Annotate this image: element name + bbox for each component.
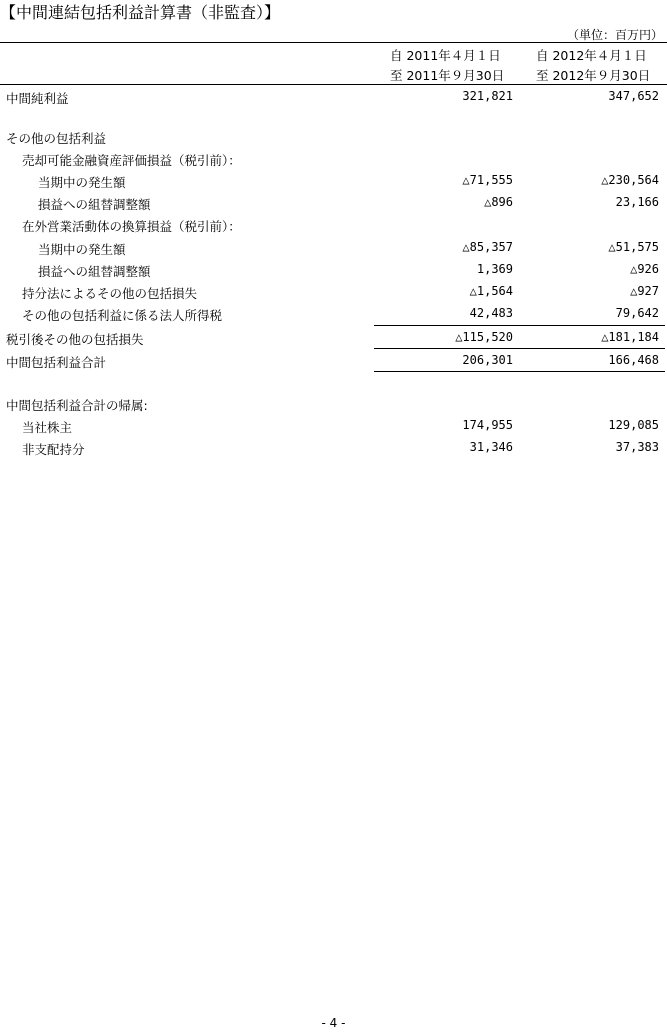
row-label: 当期中の発生額 (38, 242, 126, 257)
row-value-2012: △926 (630, 262, 659, 276)
row-label: 中間純利益 (6, 91, 69, 106)
row-label: 中間包括利益合計 (6, 355, 107, 370)
page-number: - 4 - (321, 1016, 346, 1030)
row-value-2011: △85,357 (462, 240, 513, 254)
row-value-2011: △115,520 (455, 330, 513, 344)
unit-label: （単位：百万円） (566, 28, 663, 42)
row-value-2012: 347,652 (608, 89, 659, 103)
row-label: 税引後その他の包括損失 (6, 332, 144, 347)
row-label: その他の包括利益 (6, 131, 107, 146)
row-fx-heading (0, 217, 667, 239)
row-attribution-heading (0, 396, 667, 418)
row-value-2011: △1,564 (469, 284, 513, 298)
row-equity-method (0, 284, 667, 306)
row-value-2012: 37,383 (615, 440, 659, 454)
row-value-2011: 174,955 (462, 418, 513, 432)
row-value-2011: 31,346 (469, 440, 513, 454)
row-owners (0, 418, 667, 440)
row-net-income (0, 89, 667, 111)
row-label: 当期中の発生額 (38, 175, 126, 190)
row-value-2012: △51,575 (608, 240, 659, 254)
total-rule-top (374, 348, 665, 349)
row-value-2012: 166,468 (608, 353, 659, 367)
row-value-2012: 79,642 (615, 306, 659, 320)
row-label: 損益への組替調整額 (38, 197, 151, 212)
row-value-2012: △927 (630, 284, 659, 298)
total-rule-bottom (374, 371, 665, 372)
row-label: その他の包括利益に係る法人所得税 (22, 308, 223, 323)
row-oci-heading (0, 129, 667, 151)
row-value-2012: △181,184 (601, 330, 659, 344)
row-afs-heading (0, 151, 667, 173)
period-2-from: 自 2012年４月１日 (536, 48, 647, 63)
row-label: 持分法によるその他の包括損失 (22, 286, 198, 301)
row-value-2012: 129,085 (608, 418, 659, 432)
row-value-2011: 1,369 (476, 262, 513, 276)
period-1-from: 自 2011年４月１日 (390, 48, 501, 63)
row-value-2011: △71,555 (462, 173, 513, 187)
row-label: 中間包括利益合計の帰属: (6, 398, 148, 413)
period-1-to: 至 2011年９月30日 (390, 68, 505, 83)
statement-title: 【中間連結包括利益計算書（非監査）】 (0, 3, 281, 22)
row-value-2012: 23,166 (615, 195, 659, 209)
row-afs-reclass (0, 195, 667, 217)
row-label: 損益への組替調整額 (38, 264, 151, 279)
row-label: 売却可能金融資産評価損益（税引前）： (22, 153, 241, 168)
period-2-to: 至 2012年９月30日 (536, 68, 651, 83)
row-afs-arising (0, 173, 667, 195)
row-value-2011: 321,821 (462, 89, 513, 103)
row-noncontrolling (0, 440, 667, 462)
row-label: 当社株主 (22, 420, 73, 435)
row-value-2011: 206,301 (462, 353, 513, 367)
header-rule-top (0, 42, 667, 43)
row-value-2012: △230,564 (601, 173, 659, 187)
row-fx-reclass (0, 262, 667, 284)
subtotal-rule (374, 325, 665, 326)
row-label: 在外営業活動体の換算損益（税引前）： (22, 219, 241, 234)
row-value-2011: 42,483 (469, 306, 513, 320)
row-fx-arising (0, 240, 667, 262)
row-label: 非支配持分 (22, 442, 85, 457)
row-value-2011: △896 (484, 195, 513, 209)
header-rule-bottom (0, 84, 667, 85)
